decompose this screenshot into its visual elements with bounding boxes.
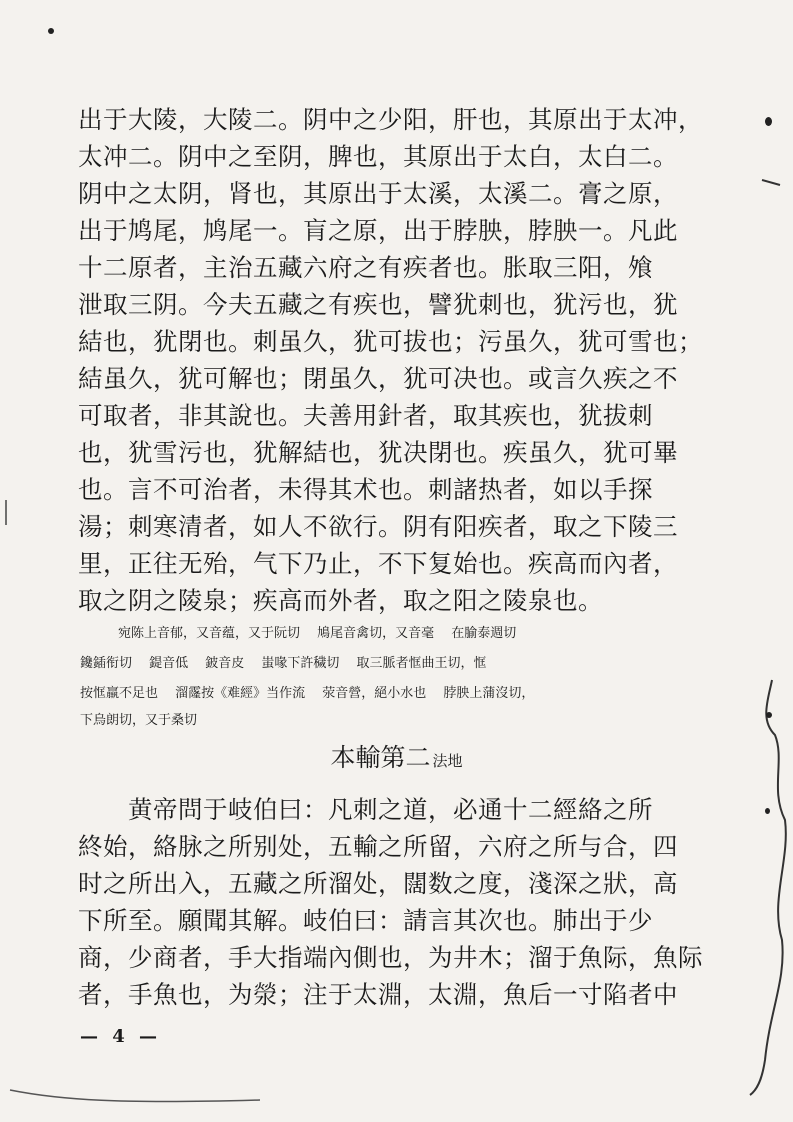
body-line: 黄帝問于岐伯曰：凡刺之道，必通十二經絡之所 [128,795,653,824]
ink-spot [48,28,54,34]
body-line: 商，少商者，手大指端內側也，为井木；溜于魚际，魚际 [78,943,703,972]
body-line: 里，正往无殆，气下乃止，不下复始也。疾高而內者， [78,549,678,578]
body-line: 出于大陵，大陵二。阴中之少阳，肝也，其原出于太冲， [78,105,703,134]
ink-spot [765,117,772,126]
body-line: 下所至。願聞其解。岐伯曰：請言其次也。肺出于少 [78,906,653,935]
ink-spot [766,712,772,718]
body-line: 十二原者，主治五藏六府之有疾者也。胀取三阳，飧 [78,253,653,282]
annotation-line: 下烏朗切，又于桑切 [80,713,198,728]
section-subtitle: 法地 [432,752,463,770]
body-line: 可取者，非其說也。夫善用針者，取其疾也，犹拔刺 [78,401,653,430]
body-line: 时之所出入，五藏之所溜处，闊数之度，淺深之狀，高 [78,869,678,898]
body-line: 終始，絡脉之所别处，五輸之所留，六府之所与合，四 [78,832,678,861]
annotation-line: 按恇羸不足也 溜霳按《难經》当作流 荥音營，絕小水也 脖胦上蒲沒切， [80,686,535,701]
body-line: 出于鸠尾，鸠尾一。肓之原，出于脖胦，脖胦一。凡此 [78,216,678,245]
body-line: 結也，犹閉也。刺虽久，犹可拔也；污虽久，犹可雪也； [78,327,703,356]
annotation-line: 宛陈上音郁，又音蕴，又于阮切 鳩尾音禽切，又音毫 在腧泰週切 [118,626,517,641]
section-title [0,740,793,779]
page-number: — 4 — [80,1026,162,1047]
annotation-line: 鑱鍤衔切 鍉音低 鈹音皮 蚩喙下許穢切 取三脈者恇曲王切，恇 [80,656,487,671]
body-line: 者，手魚也，为滎；注于太淵，太淵，魚后一寸陷者中 [78,980,678,1009]
body-line: 取之阴之陵泉；疾高而外者，取之阳之陵泉也。 [78,586,603,615]
body-line: 湯；刺寒清者，如人不欲行。阴有阳疾者，取之下陵三 [78,512,678,541]
section-title-text: 本輸第二 [330,743,431,772]
body-line: 也，犹雪污也，犹解結也，犹决閉也。疾虽久，犹可畢 [78,438,678,467]
body-line: 阴中之太阴，肾也，其原出于太溪，太溪二。膏之原， [78,179,678,208]
body-line: 結虽久，犹可解也；閉虽久，犹可决也。或言久疾之不 [78,364,678,393]
body-line: 太冲二。阴中之至阴，脾也，其原出于太白，太白二。 [78,142,678,171]
body-line: 也。言不可治者，未得其术也。刺諸热者，如以手探 [78,475,653,504]
ink-spot [765,808,770,814]
body-line: 泄取三阴。今夫五藏之有疾也，譬犹刺也，犹污也，犹 [78,290,678,319]
